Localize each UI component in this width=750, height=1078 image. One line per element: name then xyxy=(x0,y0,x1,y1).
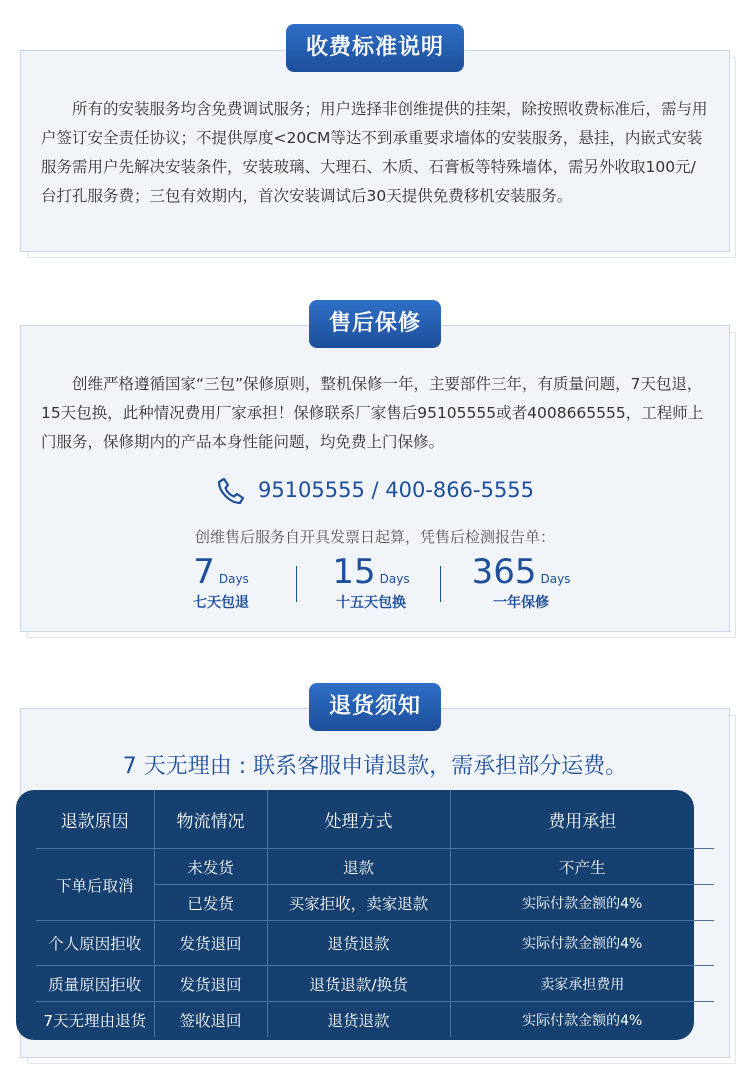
header-handling: 处理方式 xyxy=(267,790,450,849)
cell-handling: 退货退款 xyxy=(267,1002,450,1038)
cell-cost: 不产生 xyxy=(450,849,714,885)
cell-reason: 质量原因拒收 xyxy=(36,966,154,1002)
table-row xyxy=(36,966,714,1002)
period-365-label: 一年保修 xyxy=(493,595,549,611)
cell-handling: 退货退款 xyxy=(267,921,450,966)
period-365: 365 Days 一年保修 xyxy=(461,554,581,612)
fee-card xyxy=(20,50,730,252)
returns-table xyxy=(36,790,714,1037)
phone-icon xyxy=(216,476,246,506)
period-15-label: 十五天包换 xyxy=(336,595,406,611)
header-cost: 费用承担 xyxy=(450,790,714,849)
returns-title: 退货须知 xyxy=(309,683,441,731)
cell-handling: 买家拒收，卖家退款 xyxy=(267,885,450,921)
cell-logistics: 未发货 xyxy=(154,849,267,885)
table-row xyxy=(36,849,714,885)
cell-cost: 实际付款金额的4% xyxy=(450,921,714,966)
header-reason: 退款原因 xyxy=(36,790,154,849)
fee-text: 所有的安装服务均含免费调试服务；用户选择非创维提供的挂架，除按照收费标准后，需与用户签订安全责任协议；不提供厚度<20CM等达不到承重要求墙体的安装服务，悬挂，内嵌式安装服务需用户先解决安装条件，安装玻璃、大理石、木质、石膏板等特殊墙体，需另外收取100元/台打孔服务费；三包有效期内，首次安装调试后30天提供免费移机安装服务。 xyxy=(41,100,708,205)
warranty-card xyxy=(20,325,730,632)
cell-logistics: 发货退回 xyxy=(154,966,267,1002)
phone-row xyxy=(21,476,729,506)
fee-title: 收费标准说明 xyxy=(286,24,464,72)
cell-reason: 个人原因拒收 xyxy=(36,921,154,966)
warranty-text: 创维严格遵循国家“三包”保修原则，整机保修一年，主要部件三年，有质量问题，7天包退，15天包换，此种情况费用厂家承担！保修联系厂家售后95105555或者4008665555，工程师上门服务，保修期内的产品本身性能问题，均免费上门保修。 xyxy=(41,375,704,451)
cell-handling: 退货退款/换货 xyxy=(267,966,450,1002)
table-row xyxy=(36,921,714,966)
phone-numbers: 95105555 / 400-866-5555 xyxy=(257,478,535,502)
cell-cost: 实际付款金额的4% xyxy=(450,1002,714,1038)
cell-handling: 退款 xyxy=(267,849,450,885)
period-7-label: 七天包退 xyxy=(193,595,249,611)
period-15: 15 Days 十五天包换 xyxy=(311,554,431,612)
divider xyxy=(440,566,441,602)
period-7: 7 Days 七天包退 xyxy=(171,554,271,612)
returns-headline: 7 天无理由 : 联系客服申请退款，需承担部分运费。 xyxy=(122,754,628,779)
cell-logistics: 发货退回 xyxy=(154,921,267,966)
divider xyxy=(296,566,297,602)
warranty-note: 创维售后服务自开具发票日起算，凭售后检测报告单： xyxy=(194,528,555,546)
cell-reason: 下单后取消 xyxy=(36,849,154,921)
cell-cost: 实际付款金额的4% xyxy=(450,885,714,921)
table-header xyxy=(36,790,714,849)
table-row xyxy=(36,1002,714,1038)
warranty-title: 售后保修 xyxy=(309,300,441,348)
cell-reason: 7天无理由退货 xyxy=(36,1002,154,1038)
cell-logistics: 签收退回 xyxy=(154,1002,267,1038)
header-logistics: 物流情况 xyxy=(154,790,267,849)
cell-cost: 卖家承担费用 xyxy=(450,966,714,1002)
cell-logistics: 已发货 xyxy=(154,885,267,921)
periods-row xyxy=(21,554,729,614)
